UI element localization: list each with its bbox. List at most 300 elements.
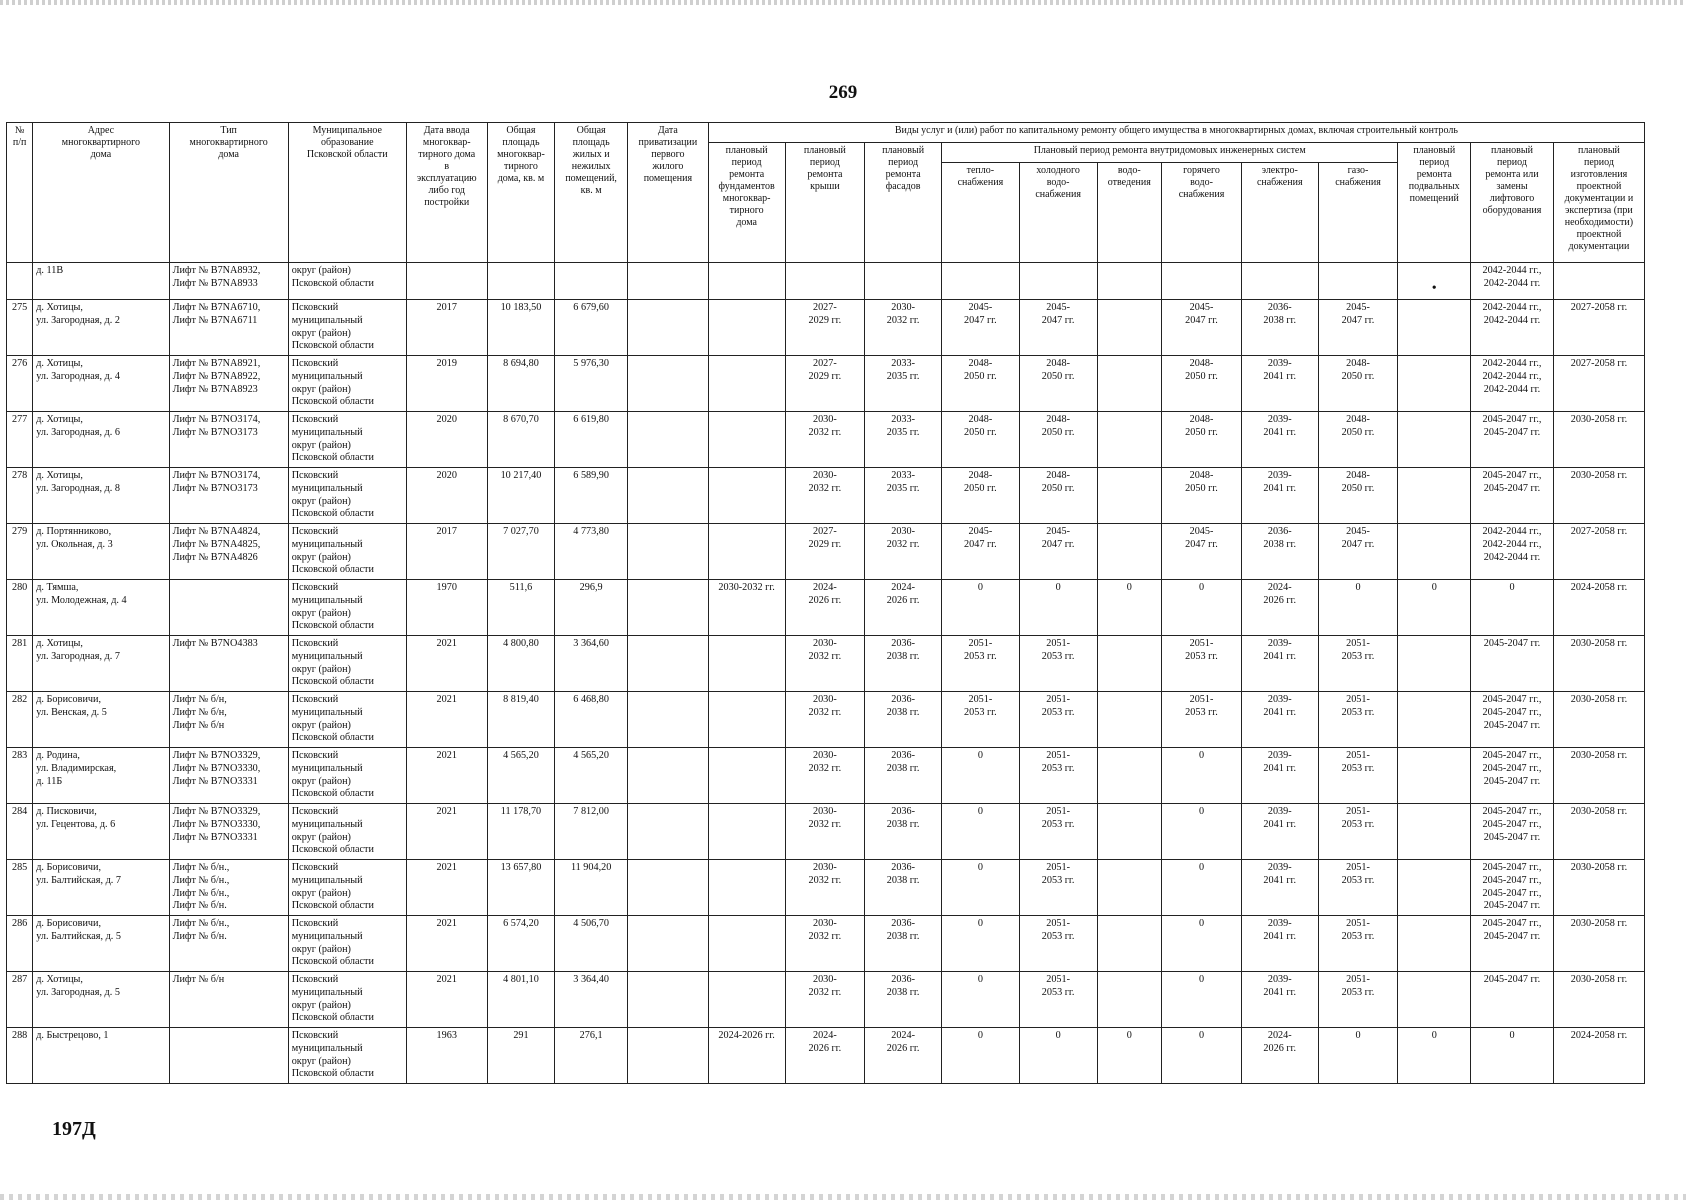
cell-privatization [627,916,708,972]
cell-electric: 2039- 2041 гг. [1241,972,1318,1028]
cell-year: 2020 [406,468,487,524]
cell-design-docs: 2030-2058 гг. [1553,972,1644,1028]
cell-num: 280 [7,580,33,636]
cell-foundation [708,636,785,692]
cell-living-area: 276,1 [555,1028,628,1084]
cell-gas: 2051- 2053 гг. [1318,748,1398,804]
scan-edge-bottom [0,1194,1686,1200]
cell-elevator: 0 [1471,1028,1554,1084]
cell-living-area: 4 773,80 [555,524,628,580]
cell-municipality: Псковский муниципальный округ (район) Псковской области [288,692,406,748]
cell-cold-water: 2051- 2053 гг. [1019,916,1097,972]
cell-foundation [708,524,785,580]
cell-facade: 2033- 2035 гг. [865,412,942,468]
cell-sewerage [1097,972,1162,1028]
cell-living-area: 11 904,20 [555,860,628,916]
cell-hot-water: 2048- 2050 гг. [1162,356,1242,412]
cell-gas: 2051- 2053 гг. [1318,804,1398,860]
cell-elevator: 2045-2047 гг., 2045-2047 гг., 2045-2047 гг., 2045-2047 гг. [1471,860,1554,916]
cell-num: 283 [7,748,33,804]
cell-facade: 2033- 2035 гг. [865,468,942,524]
cell-gas: 2051- 2053 гг. [1318,636,1398,692]
col-living-area-header: Общая площадь жилых и нежилых помещений, кв. м [555,123,628,263]
cell-hot-water: 2051- 2053 гг. [1162,636,1242,692]
col-foundation-header: плановый период ремонта фундаментов многоквар- тирного дома [708,143,785,263]
cell-facade: 2030- 2032 гг. [865,300,942,356]
cell-address: д. Хотицы, ул. Загородная, д. 2 [33,300,169,356]
cell-hot-water [1162,263,1242,300]
table-body [7,263,1645,1084]
cell-electric: 2039- 2041 гг. [1241,916,1318,972]
cell-type [169,1028,288,1084]
table-row [7,412,1645,468]
table-row [7,692,1645,748]
cell-basement [1398,916,1471,972]
cell-design-docs: 2030-2058 гг. [1553,860,1644,916]
cell-gas: 2045- 2047 гг. [1318,524,1398,580]
cell-roof: 2030- 2032 гг. [785,804,865,860]
cell-total-area: 4 565,20 [487,748,555,804]
cell-privatization [627,300,708,356]
cell-living-area: 5 976,30 [555,356,628,412]
cell-type: Лифт № б/н, Лифт № б/н, Лифт № б/н [169,692,288,748]
cell-cold-water: 2051- 2053 гг. [1019,804,1097,860]
cell-municipality: Псковский муниципальный округ (район) Псковской области [288,580,406,636]
cell-address: д. Быстрецово, 1 [33,1028,169,1084]
cell-sewerage [1097,524,1162,580]
col-hot-water-header: горячего водо- снабжения [1162,163,1242,263]
cell-living-area: 3 364,60 [555,636,628,692]
cell-hot-water: 0 [1162,580,1242,636]
cell-total-area [487,263,555,300]
table-row [7,636,1645,692]
cell-design-docs: 2030-2058 гг. [1553,692,1644,748]
cell-basement [1398,972,1471,1028]
cell-hot-water: 0 [1162,1028,1242,1084]
cell-heat: 2045- 2047 гг. [942,300,1020,356]
cell-foundation [708,916,785,972]
col-type-header: Тип многоквартирного дома [169,123,288,263]
cell-heat: 0 [942,748,1020,804]
cell-type: Лифт № B7NA6710, Лифт № B7NA6711 [169,300,288,356]
col-elevator-header: плановый период ремонта или замены лифтового оборудования [1471,143,1554,263]
cell-total-area: 7 027,70 [487,524,555,580]
cell-heat: 0 [942,804,1020,860]
cell-municipality: Псковский муниципальный округ (район) Псковской области [288,804,406,860]
cell-type: Лифт № B7NA8932, Лифт № B7NA8933 [169,263,288,300]
cell-facade: 2033- 2035 гг. [865,356,942,412]
systems-group-header: Плановый период ремонта внутридомовых инженерных систем [942,143,1398,163]
cell-elevator: 2045-2047 гг. [1471,972,1554,1028]
cell-roof: 2030- 2032 гг. [785,972,865,1028]
cell-address: д. Хотицы, ул. Загородная, д. 8 [33,468,169,524]
col-heat-header: тепло- снабжения [942,163,1020,263]
cell-elevator: 2042-2044 гг., 2042-2044 гг. [1471,300,1554,356]
col-total-area-header: Общая площадь многоквар- тирного дома, кв. м [487,123,555,263]
cell-municipality: Псковский муниципальный округ (район) Псковской области [288,356,406,412]
cell-hot-water: 2051- 2053 гг. [1162,692,1242,748]
cell-foundation [708,263,785,300]
cell-living-area: 296,9 [555,580,628,636]
cell-elevator: 2042-2044 гг., 2042-2044 гг. [1471,263,1554,300]
cell-design-docs: 2030-2058 гг. [1553,636,1644,692]
cell-privatization [627,1028,708,1084]
cell-sewerage [1097,636,1162,692]
cell-privatization [627,580,708,636]
cell-facade: 2036- 2038 гг. [865,860,942,916]
scan-edge-top [0,0,1686,5]
cell-address: д. Хотицы, ул. Загородная, д. 4 [33,356,169,412]
cell-roof: 2030- 2032 гг. [785,468,865,524]
col-basement-header: плановый период ремонта подвальных помещений [1398,143,1471,263]
cell-address: д. Борисовичи, ул. Балтийская, д. 5 [33,916,169,972]
cell-living-area: 4 565,20 [555,748,628,804]
cell-heat [942,263,1020,300]
col-address-header: Адрес многоквартирного дома [33,123,169,263]
cell-basement [1398,356,1471,412]
cell-basement [1398,692,1471,748]
works-group-header: Виды услуг и (или) работ по капитальному ремонту общего имущества в многоквартирных домах, включая строительный контроль [708,123,1644,143]
cell-num: 276 [7,356,33,412]
cell-roof: 2027- 2029 гг. [785,524,865,580]
cell-facade: 2036- 2038 гг. [865,692,942,748]
cell-electric: 2024- 2026 гг. [1241,580,1318,636]
cell-electric: 2039- 2041 гг. [1241,748,1318,804]
cell-hot-water: 2048- 2050 гг. [1162,468,1242,524]
cell-living-area: 6 679,60 [555,300,628,356]
cell-design-docs: 2027-2058 гг. [1553,300,1644,356]
cell-foundation: 2030-2032 гг. [708,580,785,636]
cell-num: 275 [7,300,33,356]
cell-living-area [555,263,628,300]
cell-privatization [627,524,708,580]
cell-elevator: 2045-2047 гг., 2045-2047 гг. [1471,412,1554,468]
cell-type: Лифт № B7NO3174, Лифт № B7NO3173 [169,412,288,468]
cell-total-area: 13 657,80 [487,860,555,916]
cell-cold-water: 2051- 2053 гг. [1019,748,1097,804]
cell-hot-water: 0 [1162,748,1242,804]
table-row [7,860,1645,916]
cell-basement [1398,468,1471,524]
cell-privatization [627,412,708,468]
cell-design-docs: 2030-2058 гг. [1553,916,1644,972]
cell-total-area: 10 183,50 [487,300,555,356]
cell-gas: 0 [1318,580,1398,636]
cell-foundation [708,860,785,916]
cell-facade: 2024- 2026 гг. [865,580,942,636]
cell-address: д. Родина, ул. Владимирская, д. 11Б [33,748,169,804]
cell-year: 2021 [406,748,487,804]
cell-num: 279 [7,524,33,580]
cell-electric: 2039- 2041 гг. [1241,804,1318,860]
cell-electric: 2024- 2026 гг. [1241,1028,1318,1084]
cell-type: Лифт № B7NO3329, Лифт № B7NO3330, Лифт № B7NO3331 [169,748,288,804]
cell-heat: 0 [942,860,1020,916]
cell-address: д. Хотицы, ул. Загородная, д. 6 [33,412,169,468]
cell-address: д. Тямша, ул. Молодежная, д. 4 [33,580,169,636]
cell-hot-water: 2045- 2047 гг. [1162,300,1242,356]
cell-elevator: 2045-2047 гг. [1471,636,1554,692]
cell-year: 2017 [406,300,487,356]
cell-roof: 2027- 2029 гг. [785,356,865,412]
table-row [7,972,1645,1028]
cell-address: д. Борисовичи, ул. Венская, д. 5 [33,692,169,748]
col-sewerage-header: водо- отведения [1097,163,1162,263]
cell-sewerage [1097,468,1162,524]
cell-roof: 2030- 2032 гг. [785,748,865,804]
cell-design-docs: 2030-2058 гг. [1553,468,1644,524]
col-roof-header: плановый период ремонта крыши [785,143,865,263]
cell-gas: 2048- 2050 гг. [1318,412,1398,468]
cell-municipality: Псковский муниципальный округ (район) Псковской области [288,468,406,524]
cell-municipality: Псковский муниципальный округ (район) Псковской области [288,524,406,580]
cell-design-docs: 2030-2058 гг. [1553,748,1644,804]
cell-elevator: 0 [1471,580,1554,636]
cell-cold-water: 2051- 2053 гг. [1019,636,1097,692]
cell-basement [1398,524,1471,580]
cell-roof: 2030- 2032 гг. [785,860,865,916]
cell-year: 1970 [406,580,487,636]
cell-total-area: 8 819,40 [487,692,555,748]
cell-num: 288 [7,1028,33,1084]
cell-year: 2017 [406,524,487,580]
cell-gas: 2051- 2053 гг. [1318,916,1398,972]
cell-electric: 2039- 2041 гг. [1241,692,1318,748]
cell-gas: 2051- 2053 гг. [1318,972,1398,1028]
cell-hot-water: 0 [1162,916,1242,972]
cell-design-docs: 2030-2058 гг. [1553,804,1644,860]
cell-year: 1963 [406,1028,487,1084]
cell-living-area: 6 468,80 [555,692,628,748]
cell-type: Лифт № B7NA4824, Лифт № B7NA4825, Лифт № B7NA4826 [169,524,288,580]
cell-total-area: 4 801,10 [487,972,555,1028]
cell-roof [785,263,865,300]
col-facade-header: плановый период ремонта фасадов [865,143,942,263]
cell-elevator: 2045-2047 гг., 2045-2047 гг., 2045-2047 гг. [1471,748,1554,804]
cell-privatization [627,972,708,1028]
cell-address: д. Портянниково, ул. Окольная, д. 3 [33,524,169,580]
table-row [7,916,1645,972]
cell-facade: 2036- 2038 гг. [865,636,942,692]
cell-hot-water: 0 [1162,804,1242,860]
cell-roof: 2024- 2026 гг. [785,580,865,636]
cell-address: д. Хотицы, ул. Загородная, д. 5 [33,972,169,1028]
col-commission-date-header: Дата ввода многоквар- тирного дома в эксплуатацию либо год постройки [406,123,487,263]
cell-year: 2021 [406,860,487,916]
cell-municipality: Псковский муниципальный округ (район) Псковской области [288,860,406,916]
col-design-docs-header: плановый период изготовления проектной документации и экспертиза (при необходимости) проектной документации [1553,143,1644,263]
cell-basement [1398,804,1471,860]
cell-living-area: 4 506,70 [555,916,628,972]
cell-hot-water: 2045- 2047 гг. [1162,524,1242,580]
cell-num: 285 [7,860,33,916]
cell-total-area: 11 178,70 [487,804,555,860]
cell-roof: 2030- 2032 гг. [785,916,865,972]
table-row [7,1028,1645,1084]
table-row [7,356,1645,412]
cell-type: Лифт № B7NA8921, Лифт № B7NA8922, Лифт № B7NA8923 [169,356,288,412]
table-row [7,804,1645,860]
cell-basement [1398,748,1471,804]
cell-facade [865,263,942,300]
cell-cold-water: 2048- 2050 гг. [1019,468,1097,524]
cell-foundation [708,300,785,356]
cell-foundation [708,468,785,524]
cell-cold-water: 2051- 2053 гг. [1019,860,1097,916]
cell-cold-water: 0 [1019,1028,1097,1084]
cell-electric: 2039- 2041 гг. [1241,468,1318,524]
cell-heat: 2051- 2053 гг. [942,692,1020,748]
cell-privatization [627,748,708,804]
cell-address: д. Хотицы, ул. Загородная, д. 7 [33,636,169,692]
cell-design-docs [1553,263,1644,300]
cell-electric: 2039- 2041 гг. [1241,860,1318,916]
cell-basement: 0 [1398,580,1471,636]
cell-sewerage [1097,916,1162,972]
cell-electric: 2039- 2041 гг. [1241,636,1318,692]
cell-gas: 2048- 2050 гг. [1318,356,1398,412]
cell-facade: 2036- 2038 гг. [865,748,942,804]
col-cold-water-header: холодного водо- снабжения [1019,163,1097,263]
cell-gas: 2051- 2053 гг. [1318,692,1398,748]
cell-gas: 0 [1318,1028,1398,1084]
cell-heat: 2048- 2050 гг. [942,412,1020,468]
cell-hot-water: 0 [1162,860,1242,916]
cell-heat: 0 [942,972,1020,1028]
table-row [7,748,1645,804]
cell-foundation [708,972,785,1028]
cell-total-area: 4 800,80 [487,636,555,692]
cell-year: 2021 [406,692,487,748]
cell-year [406,263,487,300]
cell-privatization [627,636,708,692]
col-num-header: № п/п [7,123,33,263]
cell-elevator: 2042-2044 гг., 2042-2044 гг., 2042-2044 гг. [1471,524,1554,580]
cell-num: 286 [7,916,33,972]
cell-num: 277 [7,412,33,468]
table-row [7,300,1645,356]
cell-cold-water: 0 [1019,580,1097,636]
cell-municipality: Псковский муниципальный округ (район) Псковской области [288,300,406,356]
cell-privatization [627,468,708,524]
cell-living-area: 3 364,40 [555,972,628,1028]
table-row [7,468,1645,524]
cell-gas: 2045- 2047 гг. [1318,300,1398,356]
cell-type: Лифт № б/н., Лифт № б/н., Лифт № б/н., Лифт № б/н. [169,860,288,916]
cell-type: Лифт № B7NO4383 [169,636,288,692]
cell-type: Лифт № B7NO3174, Лифт № B7NO3173 [169,468,288,524]
cell-privatization [627,692,708,748]
cell-design-docs: 2027-2058 гг. [1553,356,1644,412]
cell-sewerage [1097,300,1162,356]
cell-sewerage [1097,748,1162,804]
col-gas-header: газо- снабжения [1318,163,1398,263]
cell-foundation [708,804,785,860]
cell-municipality: Псковский муниципальный округ (район) Псковской области [288,636,406,692]
cell-municipality: округ (район) Псковской области [288,263,406,300]
table-row [7,580,1645,636]
cell-gas: 2051- 2053 гг. [1318,860,1398,916]
cell-address: д. Борисовичи, ул. Балтийская, д. 7 [33,860,169,916]
cell-elevator: 2042-2044 гг., 2042-2044 гг., 2042-2044 гг. [1471,356,1554,412]
cell-cold-water: 2051- 2053 гг. [1019,972,1097,1028]
cell-facade: 2036- 2038 гг. [865,972,942,1028]
cell-basement [1398,412,1471,468]
cell-electric: 2036- 2038 гг. [1241,300,1318,356]
cell-sewerage: 0 [1097,1028,1162,1084]
cell-basement [1398,300,1471,356]
cell-design-docs: 2024-2058 гг. [1553,580,1644,636]
cell-hot-water: 2048- 2050 гг. [1162,412,1242,468]
cell-elevator: 2045-2047 гг., 2045-2047 гг. [1471,468,1554,524]
col-privatization-header: Дата приватизации первого жилого помещения [627,123,708,263]
cell-year: 2020 [406,412,487,468]
cell-design-docs: 2030-2058 гг. [1553,412,1644,468]
cell-num: 287 [7,972,33,1028]
cell-basement: • [1398,263,1471,300]
cell-cold-water [1019,263,1097,300]
cell-num: 284 [7,804,33,860]
cell-electric: 2039- 2041 гг. [1241,412,1318,468]
cell-sewerage [1097,692,1162,748]
cell-elevator: 2045-2047 гг., 2045-2047 гг. [1471,916,1554,972]
cell-roof: 2030- 2032 гг. [785,412,865,468]
cell-design-docs: 2027-2058 гг. [1553,524,1644,580]
cell-foundation [708,356,785,412]
cell-privatization [627,804,708,860]
cell-year: 2021 [406,636,487,692]
cell-heat: 2048- 2050 гг. [942,356,1020,412]
cell-roof: 2030- 2032 гг. [785,636,865,692]
cell-sewerage [1097,263,1162,300]
cell-hot-water: 0 [1162,972,1242,1028]
cell-address: д. 11В [33,263,169,300]
cell-elevator: 2045-2047 гг., 2045-2047 гг., 2045-2047 гг. [1471,804,1554,860]
cell-sewerage [1097,356,1162,412]
cell-total-area: 6 574,20 [487,916,555,972]
cell-foundation [708,412,785,468]
cell-cold-water: 2048- 2050 гг. [1019,356,1097,412]
cell-total-area: 511,6 [487,580,555,636]
cell-facade: 2030- 2032 гг. [865,524,942,580]
cell-sewerage: 0 [1097,580,1162,636]
cell-heat: 0 [942,580,1020,636]
cell-privatization [627,263,708,300]
cell-num: 278 [7,468,33,524]
cell-foundation: 2024-2026 гг. [708,1028,785,1084]
cell-type: Лифт № б/н., Лифт № б/н. [169,916,288,972]
cell-privatization [627,860,708,916]
cell-electric [1241,263,1318,300]
cell-roof: 2030- 2032 гг. [785,692,865,748]
cell-num [7,263,33,300]
col-municipality-header: Муниципальное образование Псковской области [288,123,406,263]
cell-total-area: 10 217,40 [487,468,555,524]
cell-basement [1398,860,1471,916]
table-row [7,524,1645,580]
cell-design-docs: 2024-2058 гг. [1553,1028,1644,1084]
cell-basement [1398,636,1471,692]
cell-num: 281 [7,636,33,692]
cell-year: 2019 [406,356,487,412]
cell-facade: 2024- 2026 гг. [865,1028,942,1084]
footer-code: 197Д [52,1118,96,1140]
table-row [7,263,1645,300]
capital-repair-table [6,122,1645,1084]
cell-sewerage [1097,412,1162,468]
cell-roof: 2027- 2029 гг. [785,300,865,356]
cell-municipality: Псковский муниципальный округ (район) Псковской области [288,916,406,972]
